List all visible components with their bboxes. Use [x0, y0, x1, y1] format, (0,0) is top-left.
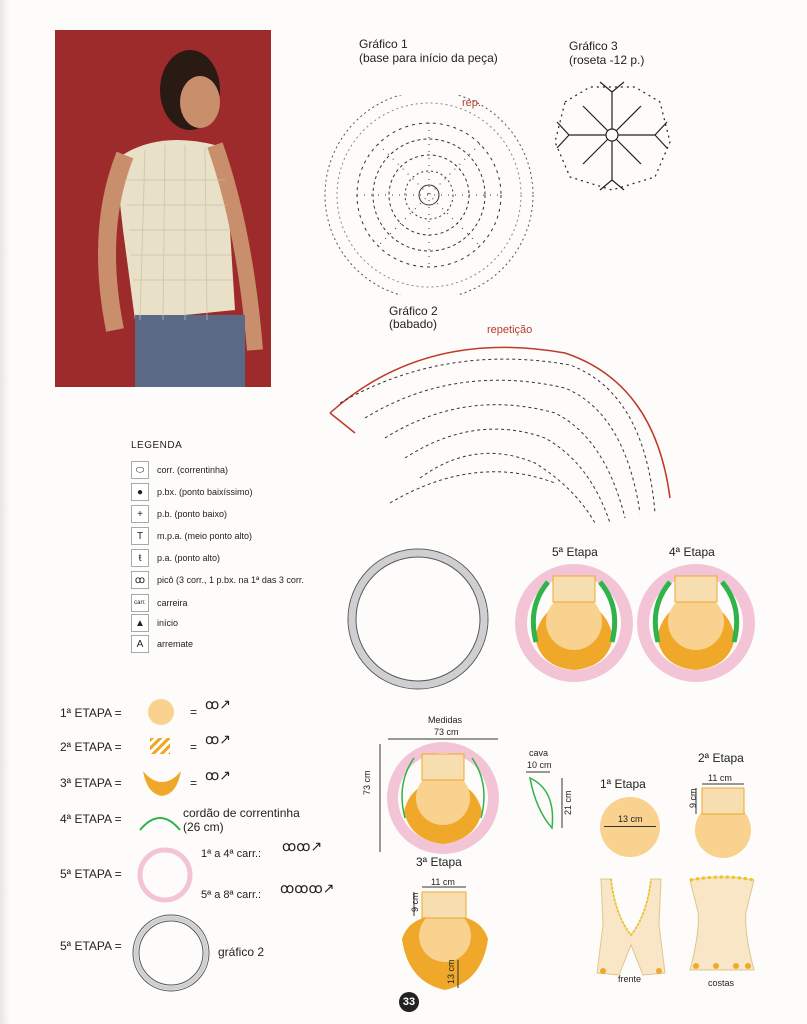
page-number: 33 [399, 992, 419, 1012]
legend-symbol-icon: carr. [131, 594, 149, 612]
legend-item [131, 504, 307, 524]
etapa2-height: 9 cm [688, 788, 698, 808]
step5a-pink-ring [136, 846, 194, 904]
cava-width: 10 cm [527, 760, 552, 770]
etapa1-circle [600, 797, 660, 857]
step2-label: 2ª ETAPA = [60, 740, 122, 754]
legend-symbol-icon: ⬭ [131, 461, 149, 479]
etapa3-vert: 13 cm [446, 959, 456, 984]
etapa1-width: 13 cm [618, 814, 643, 824]
legend-item-text: m.p.a. (meio ponto alto) [157, 531, 253, 541]
step3-label: 3ª ETAPA = [60, 776, 122, 790]
step5a-carr14-icon: ꝏꝏ↗ [282, 838, 323, 854]
etapa1-line [604, 826, 656, 827]
legend-symbol-icon: + [131, 505, 149, 523]
step4-label: 4ª ETAPA = [60, 812, 122, 826]
legend-symbol-icon: ▲ [131, 614, 149, 632]
legend-item [131, 548, 307, 568]
legend-item-text: p.a. (ponto alto) [157, 553, 221, 563]
step3-eq: = [190, 776, 198, 790]
legend-item-text: p.bx. (ponto baixíssimo) [157, 487, 253, 497]
grafico1-rep-label: rep. [462, 97, 481, 109]
legend-symbol-icon: T [131, 527, 149, 545]
grafico2-title: Gráfico 2 [389, 304, 438, 318]
legend-symbol-icon: A [131, 635, 149, 653]
grafico1-subtitle: (base para início da peça) [359, 51, 498, 65]
etapa2-diagram [690, 782, 754, 862]
step1-swatch [148, 699, 174, 725]
step2-crochet-icon: ꝏ↗ [205, 731, 231, 747]
legend-item-text: p.b. (ponto baixo) [157, 509, 228, 519]
cava-title: cava [529, 748, 549, 758]
step5a-carr14: 1ª a 4ª carr.: [201, 848, 262, 860]
step4-swatch [138, 810, 182, 832]
step3-swatch [142, 768, 182, 798]
grafico2-diagram [325, 333, 675, 533]
medidas-height: 73 cm [362, 770, 372, 795]
etapa2-width: 11 cm [708, 773, 732, 783]
medidas-diagram [372, 736, 507, 856]
legend-item [131, 482, 307, 502]
legend-item [131, 460, 307, 480]
medidas-width: 73 cm [434, 727, 459, 737]
legend-symbol-icon: ꝏ [131, 571, 149, 589]
step5a-carr58-icon: ꝏꝏꝏ↗ [280, 880, 335, 896]
frente-diagram [595, 875, 667, 983]
step5b-label: 5ª ETAPA = [60, 939, 122, 953]
medidas-title: Medidas [428, 715, 463, 725]
legend-item-text: picô (3 corr., 1 p.bx. na 1ª das 3 corr. [157, 575, 304, 585]
etapa3-title: 3ª Etapa [416, 855, 462, 869]
step3-crochet-icon: ꝏ↗ [205, 767, 231, 783]
step4-cordao-text: cordão de correntinha (26 cm) [183, 806, 300, 834]
etapa3-height: 9 cm [410, 892, 420, 912]
grafico1-diagram [318, 95, 540, 295]
etapa5-diagram [513, 562, 635, 684]
step5b-grafico2: gráfico 2 [218, 945, 265, 959]
grafico3-subtitle: (roseta -12 p.) [569, 53, 645, 67]
legend-item-text: início [157, 618, 179, 628]
page-binding-shadow [0, 0, 10, 1024]
step5a-carr58: 5ª a 8ª carr.: [201, 889, 262, 901]
grafico3-title: Gráfico 3 [569, 39, 618, 53]
gray-ring-diagram [342, 543, 494, 695]
legend-item-text: carreira [157, 598, 188, 608]
model-photo [55, 30, 271, 387]
legend-item [131, 570, 307, 590]
etapa4-diagram [635, 562, 757, 684]
step5a-label: 5ª ETAPA = [60, 867, 122, 881]
step2-swatch [150, 738, 170, 754]
grafico2-rep-label: repetição [487, 324, 533, 336]
etapa3-width: 11 cm [431, 877, 455, 887]
step1-crochet-icon: ꝏ↗ [205, 696, 231, 712]
legend-item [131, 526, 307, 546]
grafico2-subtitle: (babado) [389, 317, 438, 331]
costas-label: costas [708, 978, 735, 988]
step1-eq: = [190, 705, 198, 719]
cava-height: 21 cm [563, 790, 573, 815]
legend-item [131, 634, 307, 654]
legend-item [131, 593, 307, 613]
legend-item [131, 613, 307, 633]
legend-symbol-icon: ŧ [131, 549, 149, 567]
grafico3-rosette [545, 72, 680, 197]
etapa2-title: 2ª Etapa [698, 751, 744, 765]
legend-item-text: corr. (correntinha) [157, 465, 229, 475]
step2-eq: = [190, 740, 198, 754]
grafico1-title: Gráfico 1 [359, 37, 408, 51]
frente-label: frente [618, 974, 642, 984]
etapa1-title: 1ª Etapa [600, 777, 646, 791]
legend-item-text: arremate [157, 639, 194, 649]
legend-symbol-icon: ● [131, 483, 149, 501]
step1-label: 1ª ETAPA = [60, 706, 122, 720]
etapa5-title: 5ª Etapa [552, 545, 598, 559]
step5b-gray-ring [130, 912, 212, 994]
etapa4-title: 4ª Etapa [669, 545, 715, 559]
legend-title: LEGENDA [131, 440, 183, 451]
costas-diagram [686, 872, 758, 980]
